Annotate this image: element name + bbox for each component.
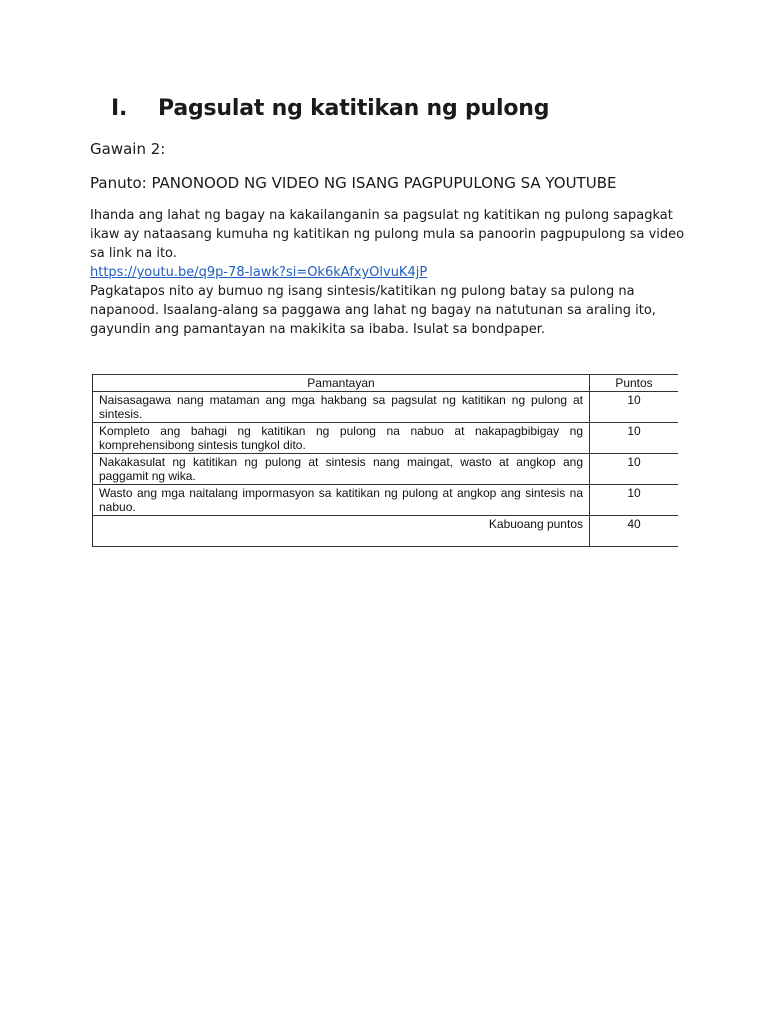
activity-label: Gawain 2: bbox=[90, 140, 166, 158]
instruction-paragraph bbox=[90, 206, 690, 282]
points-cell: 10 bbox=[590, 454, 679, 485]
section-heading bbox=[111, 96, 549, 121]
criterion-cell: Naisasagawa nang mataman ang mga hakbang sa pagsulat ng katitikan ng pulong at sintesis. bbox=[93, 392, 590, 423]
paragraph-text: Ihanda ang lahat ng bagay na kakailanganin sa pagsulat ng katitikan ng pulong sapagkat ikaw ay nataasang kumuha ng katitikan ng pulong mula sa panoorin pagpupulong sa video sa link na ito. bbox=[90, 208, 685, 261]
criteria-header: Pamantayan bbox=[93, 375, 590, 392]
rubric-row bbox=[93, 485, 679, 516]
points-cell: 10 bbox=[590, 423, 679, 454]
youtube-link[interactable]: https://youtu.be/q9p-78-lawk?si=Ok6kAfxyOlvuK4jP bbox=[90, 265, 428, 280]
section-title: Pagsulat ng katitikan ng pulong bbox=[158, 96, 550, 121]
rubric-table bbox=[92, 374, 678, 547]
instruction-text: Panuto: PANONOOD NG VIDEO NG ISANG PAGPUPULONG SA YOUTUBE bbox=[90, 174, 617, 192]
rubric-header-row bbox=[93, 375, 679, 392]
rubric-row bbox=[93, 423, 679, 454]
points-cell: 10 bbox=[590, 485, 679, 516]
rubric-row bbox=[93, 392, 679, 423]
total-points: 40 bbox=[590, 516, 679, 547]
criterion-cell: Nakakasulat ng katitikan ng pulong at sintesis nang maingat, wasto at angkop ang paggamit ng wika. bbox=[93, 454, 590, 485]
rubric-total-row bbox=[93, 516, 679, 547]
points-header: Puntos bbox=[590, 375, 679, 392]
criterion-cell: Wasto ang mga naitalang impormasyon sa katitikan ng pulong at angkop ang sintesis na nabuo. bbox=[93, 485, 590, 516]
points-cell: 10 bbox=[590, 392, 679, 423]
section-number: I. bbox=[111, 96, 128, 121]
task-paragraph: Pagkatapos nito ay bumuo ng isang sintesis/katitikan ng pulong batay sa pulong na napanood. Isaalang-alang sa paggawa ang lahat ng bagay na natutunan sa araling ito, gayundin ang pamantayan na makikita sa ibaba. Isulat sa bondpaper. bbox=[90, 284, 656, 337]
criterion-cell: Kompleto ang bahagi ng katitikan ng pulong na nabuo at nakapagbibigay ng komprehensibong sintesis tungkol dito. bbox=[93, 423, 590, 454]
total-label: Kabuoang puntos bbox=[93, 516, 590, 547]
rubric-row bbox=[93, 454, 679, 485]
